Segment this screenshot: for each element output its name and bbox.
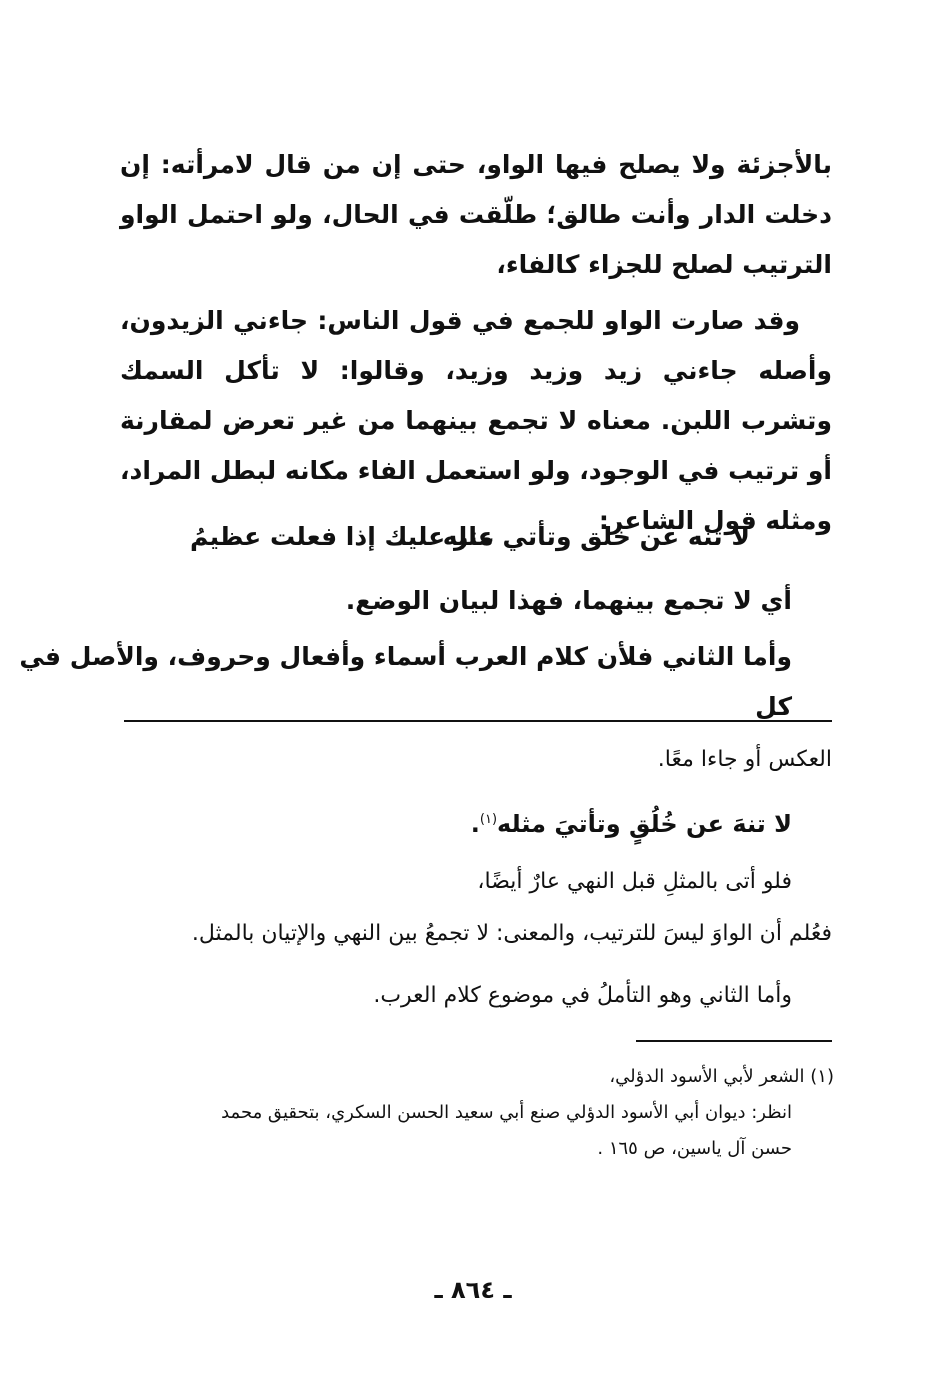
commentary-line-1: العكس أو جاءا معًا. bbox=[657, 747, 832, 772]
commentary-line-3: فلو أتى بالمثلِ قبل النهي عارٌ أيضًا، bbox=[477, 869, 792, 894]
verse-explanation: أي لا تجمع بينهما، فهذا لبيان الوضع. bbox=[345, 586, 792, 615]
commentary-line-4: فعُلم أن الواوَ ليسَ للترتيب، والمعنى: لا تجمعُ بين النهي والإتيان بالمثل. bbox=[191, 921, 832, 946]
verse-first-hemistich: لا تنه عن خلق وتأتي مثله bbox=[442, 522, 750, 551]
main-paragraph-3: وأما الثاني فلأن كلام العرب أسماء وأفعال وحروف، والأصل في كل bbox=[19, 642, 792, 721]
commentary-line-5: وأما الثاني وهو التأملُ في موضوع كلام العرب. bbox=[373, 983, 792, 1008]
main-divider-rule bbox=[124, 720, 832, 722]
commentary-verse-period: . bbox=[470, 810, 480, 838]
main-paragraph-2: وقد صارت الواو للجمع في قول الناس: جاءني الزيدون، وأصله جاءني زيد وزيد وزيد، وقالوا: لا تأكل السمك وتشرب اللبن. معناه لا تجمع بينهما من غير تعرض لمقارنة أو ترتيب في الوجود، ولو استعمل الفاء مكانه لبطل المراد، ومثله قول الشاعر: bbox=[120, 306, 832, 535]
footnote-line-3: حسن آل ياسين، ص ١٦٥ . bbox=[597, 1138, 792, 1159]
page-number: ـ ٨٦٤ ـ bbox=[434, 1276, 512, 1304]
footnote-divider-rule bbox=[636, 1040, 832, 1042]
verse-second-hemistich: عار عليك إذا فعلت عظيمُ bbox=[190, 522, 495, 551]
commentary-verse-line bbox=[471, 800, 792, 844]
poetry-verse bbox=[190, 512, 750, 562]
footnote-line-2: انظر: ديوان أبي الأسود الدؤلي صنع أبي سعيد الحسن السكري، بتحقيق محمد bbox=[221, 1102, 792, 1123]
commentary-verse-text: لا تنهَ عن خُلُقٍ وتأتيَ مثله bbox=[497, 810, 792, 838]
footnote-marker: (١) bbox=[479, 812, 498, 827]
main-paragraph-1: بالأجزئة ولا يصلح فيها الواو، حتى إن من قال لامرأته: إن دخلت الدار وأنت طالق؛ طلّقت في الحال، ولو احتمل الواو الترتيب لصلح للجزاء كالفاء، bbox=[120, 150, 832, 279]
footnote-line-1: (١) الشعر لأبي الأسود الدؤلي، bbox=[609, 1066, 834, 1087]
